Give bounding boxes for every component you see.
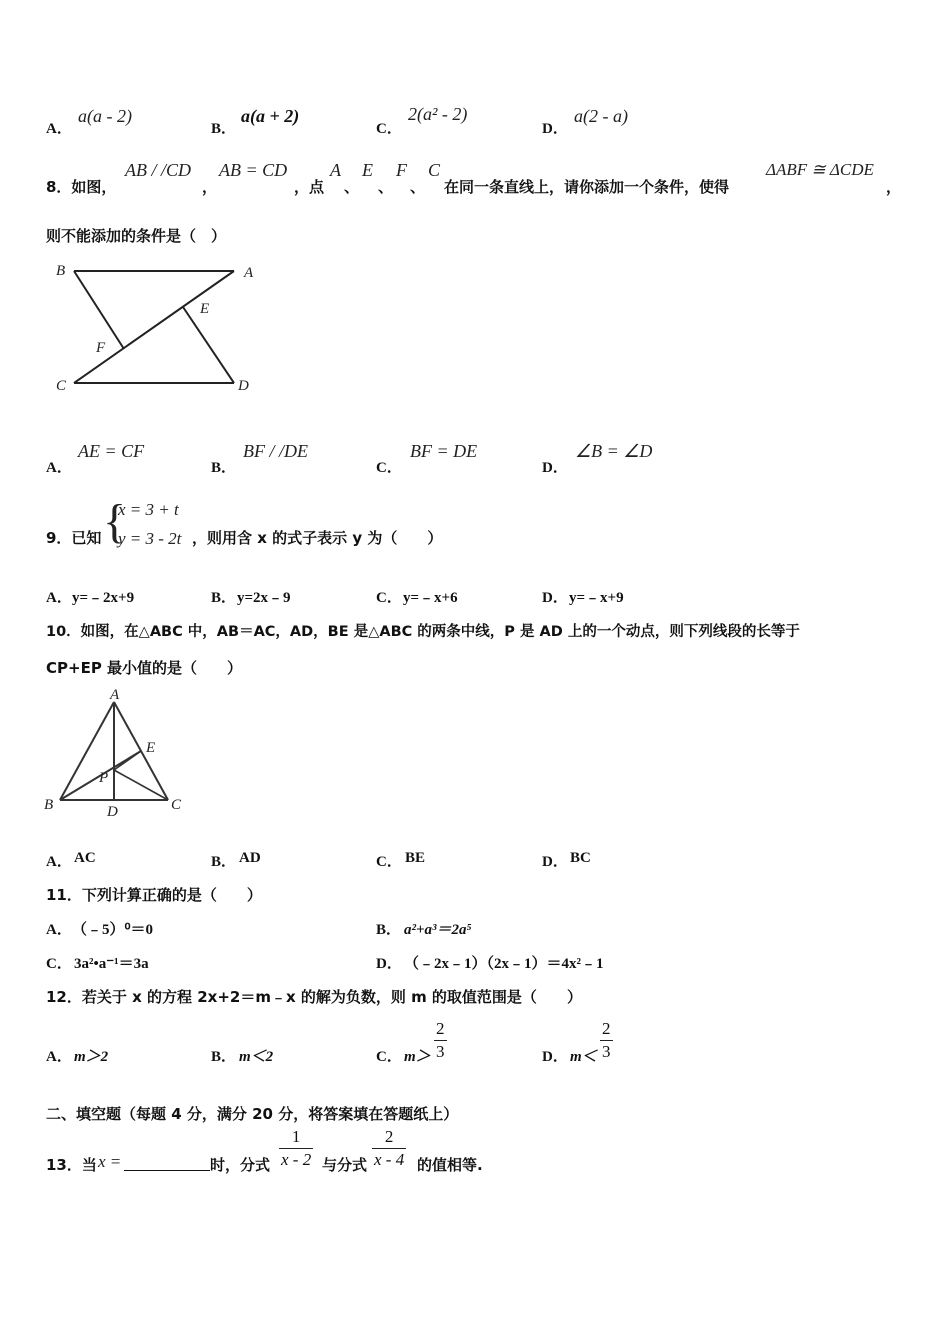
- q9-option-d-expr: y=﹣x+9: [569, 590, 624, 606]
- q8-comma: ，: [886, 178, 902, 196]
- q8-label-d: D: [238, 378, 249, 394]
- q8-label-c: C: [56, 378, 67, 394]
- q7-option-b-label: B．: [211, 121, 237, 137]
- q11-option-c-expr: 3a²•a⁻¹＝3a: [74, 956, 149, 972]
- q7-option-a-label: A．: [46, 121, 72, 137]
- q10-option-a-label: A．: [46, 854, 72, 870]
- q8-option-c-label: C．: [376, 460, 402, 476]
- q10-option-d-label: D．: [542, 854, 568, 870]
- q10-option-d-expr: BC: [570, 850, 591, 866]
- q9-eq1: x = 3 + t: [118, 500, 179, 519]
- q9-option-b-expr: y=2x﹣9: [237, 590, 291, 606]
- q13-fraction-1-numerator: 1: [279, 1126, 313, 1149]
- q13-prefix: 13．当: [46, 1156, 97, 1174]
- q10-label-e: E: [146, 740, 156, 756]
- q10-label-p: P: [99, 770, 109, 786]
- q8-cond2: AB = CD: [219, 160, 288, 180]
- q11-title: 11．下列计算正确的是（ ）: [46, 886, 262, 904]
- q13-fraction-2-denominator: x - 4: [374, 1150, 405, 1169]
- q8-sep1: ，: [202, 178, 218, 196]
- q7-option-d-expr: a(2 - a): [574, 106, 628, 126]
- q8-label-b: B: [56, 263, 66, 279]
- q8-point-a: A: [330, 160, 341, 180]
- q12-option-c-numerator: 2: [434, 1018, 447, 1041]
- q8-point-c: C: [428, 160, 441, 180]
- q13-fraction-1: [279, 1126, 313, 1171]
- q8-cond1: AB / /CD: [125, 160, 191, 180]
- q13-mid2: 与分式: [322, 1156, 368, 1174]
- q12-option-d-denominator: 3: [602, 1042, 611, 1061]
- q13-fraction-2: [372, 1126, 406, 1171]
- q7-option-c-label: C．: [376, 121, 402, 137]
- q8-figure: [40, 255, 270, 400]
- q8-option-a-label: A．: [46, 460, 72, 476]
- q13-answer-blank[interactable]: [124, 1156, 210, 1171]
- q8-option-d-expr: ∠B = ∠D: [575, 441, 653, 461]
- q12-option-d-numerator: 2: [600, 1018, 613, 1041]
- q12-option-c-denominator: 3: [436, 1042, 445, 1061]
- q9-brace: {: [103, 495, 127, 548]
- q11-option-b-expr: a²+a³＝2a⁵: [404, 922, 472, 938]
- q10-line2: CP+EP 最小值的是（ ）: [46, 659, 243, 677]
- q8-point-e: E: [362, 160, 373, 180]
- q8-segment-ca: [74, 271, 234, 383]
- q9-eq2: y = 3 - 2t: [118, 529, 182, 548]
- q10-label-d: D: [107, 804, 118, 820]
- q12-option-d-expr: m＜: [570, 1049, 597, 1065]
- q12-option-d-fraction: [600, 1018, 613, 1063]
- q13-suffix: 的值相等.: [417, 1156, 483, 1174]
- q9-option-c-expr: y=﹣x+6: [403, 590, 458, 606]
- q8-label-e: E: [200, 301, 210, 317]
- q13-var: x =: [98, 1152, 122, 1171]
- q11-option-c-label: C．: [46, 956, 72, 972]
- q7-option-c-expr: 2(a² - 2): [408, 104, 468, 124]
- q9-option-a-expr: y=﹣2x+9: [72, 590, 135, 606]
- q10-label-b: B: [44, 797, 54, 813]
- q8-text-points: ，点: [294, 178, 325, 196]
- q8-label-f: F: [96, 340, 106, 356]
- q9-option-c-label: C．: [376, 590, 402, 606]
- q12-title: 12．若关于 x 的方程 2x+2＝m﹣x 的解为负数，则 m 的取值范围是（ ）: [46, 988, 582, 1006]
- q12-option-a-label: A．: [46, 1049, 72, 1065]
- q11-option-a-label: A．: [46, 922, 72, 938]
- q11-option-d-label: D．: [376, 956, 402, 972]
- q9-option-a-label: A．: [46, 590, 72, 606]
- q10-segment-pe: [114, 751, 141, 770]
- q9-suffix: ，则用含 x 的式子表示 y 为（ ）: [192, 529, 443, 547]
- q8-dun-1: 、: [344, 178, 360, 196]
- q8-option-a-expr: AE = CF: [78, 441, 145, 461]
- q8-segment-bf: [74, 271, 124, 349]
- q10-option-c-expr: BE: [405, 850, 426, 866]
- q8-point-f: F: [396, 160, 407, 180]
- q10-option-a-expr: AC: [74, 850, 96, 866]
- q8-option-c-expr: BF = DE: [410, 441, 478, 461]
- q12-option-c-expr: m＞: [404, 1049, 431, 1065]
- q7-option-a-expr: a(a - 2): [78, 106, 132, 126]
- q8-line2: 则不能添加的条件是（ ）: [46, 227, 227, 245]
- q12-option-b-label: B．: [211, 1049, 237, 1065]
- q13-fraction-1-denominator: x - 2: [281, 1150, 312, 1169]
- q10-figure: [40, 682, 200, 822]
- q12-option-b-expr: m＜2: [239, 1049, 274, 1065]
- q10-option-b-expr: AD: [239, 850, 261, 866]
- q8-number: 8．如图，: [46, 178, 117, 196]
- q8-dun-2: 、: [378, 178, 394, 196]
- q10-option-c-label: C．: [376, 854, 402, 870]
- q11-option-d-expr: （﹣2x﹣1）（2x﹣1）＝4x²﹣1: [404, 956, 604, 972]
- q12-option-d-label: D．: [542, 1049, 568, 1065]
- q7-option-d-label: D．: [542, 121, 568, 137]
- q12-option-c-fraction: [434, 1018, 447, 1063]
- q8-label-a: A: [244, 265, 254, 281]
- q8-dun-3: 、: [410, 178, 426, 196]
- q10-label-c: C: [171, 797, 182, 813]
- q8-option-b-expr: BF / /DE: [243, 441, 308, 461]
- q8-text-line: 在同一条直线上，请你添加一个条件，使得: [444, 178, 730, 196]
- q8-option-d-label: D．: [542, 460, 568, 476]
- q10-label-a: A: [110, 687, 120, 703]
- q9-prefix: 9．已知: [46, 529, 102, 547]
- q9-option-d-label: D．: [542, 590, 568, 606]
- q8-option-b-label: B．: [211, 460, 237, 476]
- q10-line1: 10．如图，在△ABC 中，AB＝AC，AD，BE 是△ABC 的两条中线，P 是 AD 上的一个动点，则下列线段的长等于: [46, 624, 800, 640]
- q7-option-b-expr: a(a + 2): [241, 106, 300, 126]
- q11-option-b-label: B．: [376, 922, 402, 938]
- q8-segment-ed: [183, 307, 234, 383]
- q9-option-b-label: B．: [211, 590, 237, 606]
- q10-option-b-label: B．: [211, 854, 237, 870]
- q12-option-c-label: C．: [376, 1049, 402, 1065]
- q8-congruence: ΔABF ≅ ΔCDE: [766, 160, 874, 179]
- q13-mid1: 时，分式: [210, 1156, 271, 1174]
- q13-fraction-2-numerator: 2: [372, 1126, 406, 1149]
- q12-option-a-expr: m＞2: [74, 1049, 109, 1065]
- q11-option-a-expr: （﹣5）⁰＝0: [72, 922, 154, 938]
- section-2-title: 二、填空题（每题 4 分，满分 20 分，将答案填在答题纸上）: [46, 1105, 459, 1123]
